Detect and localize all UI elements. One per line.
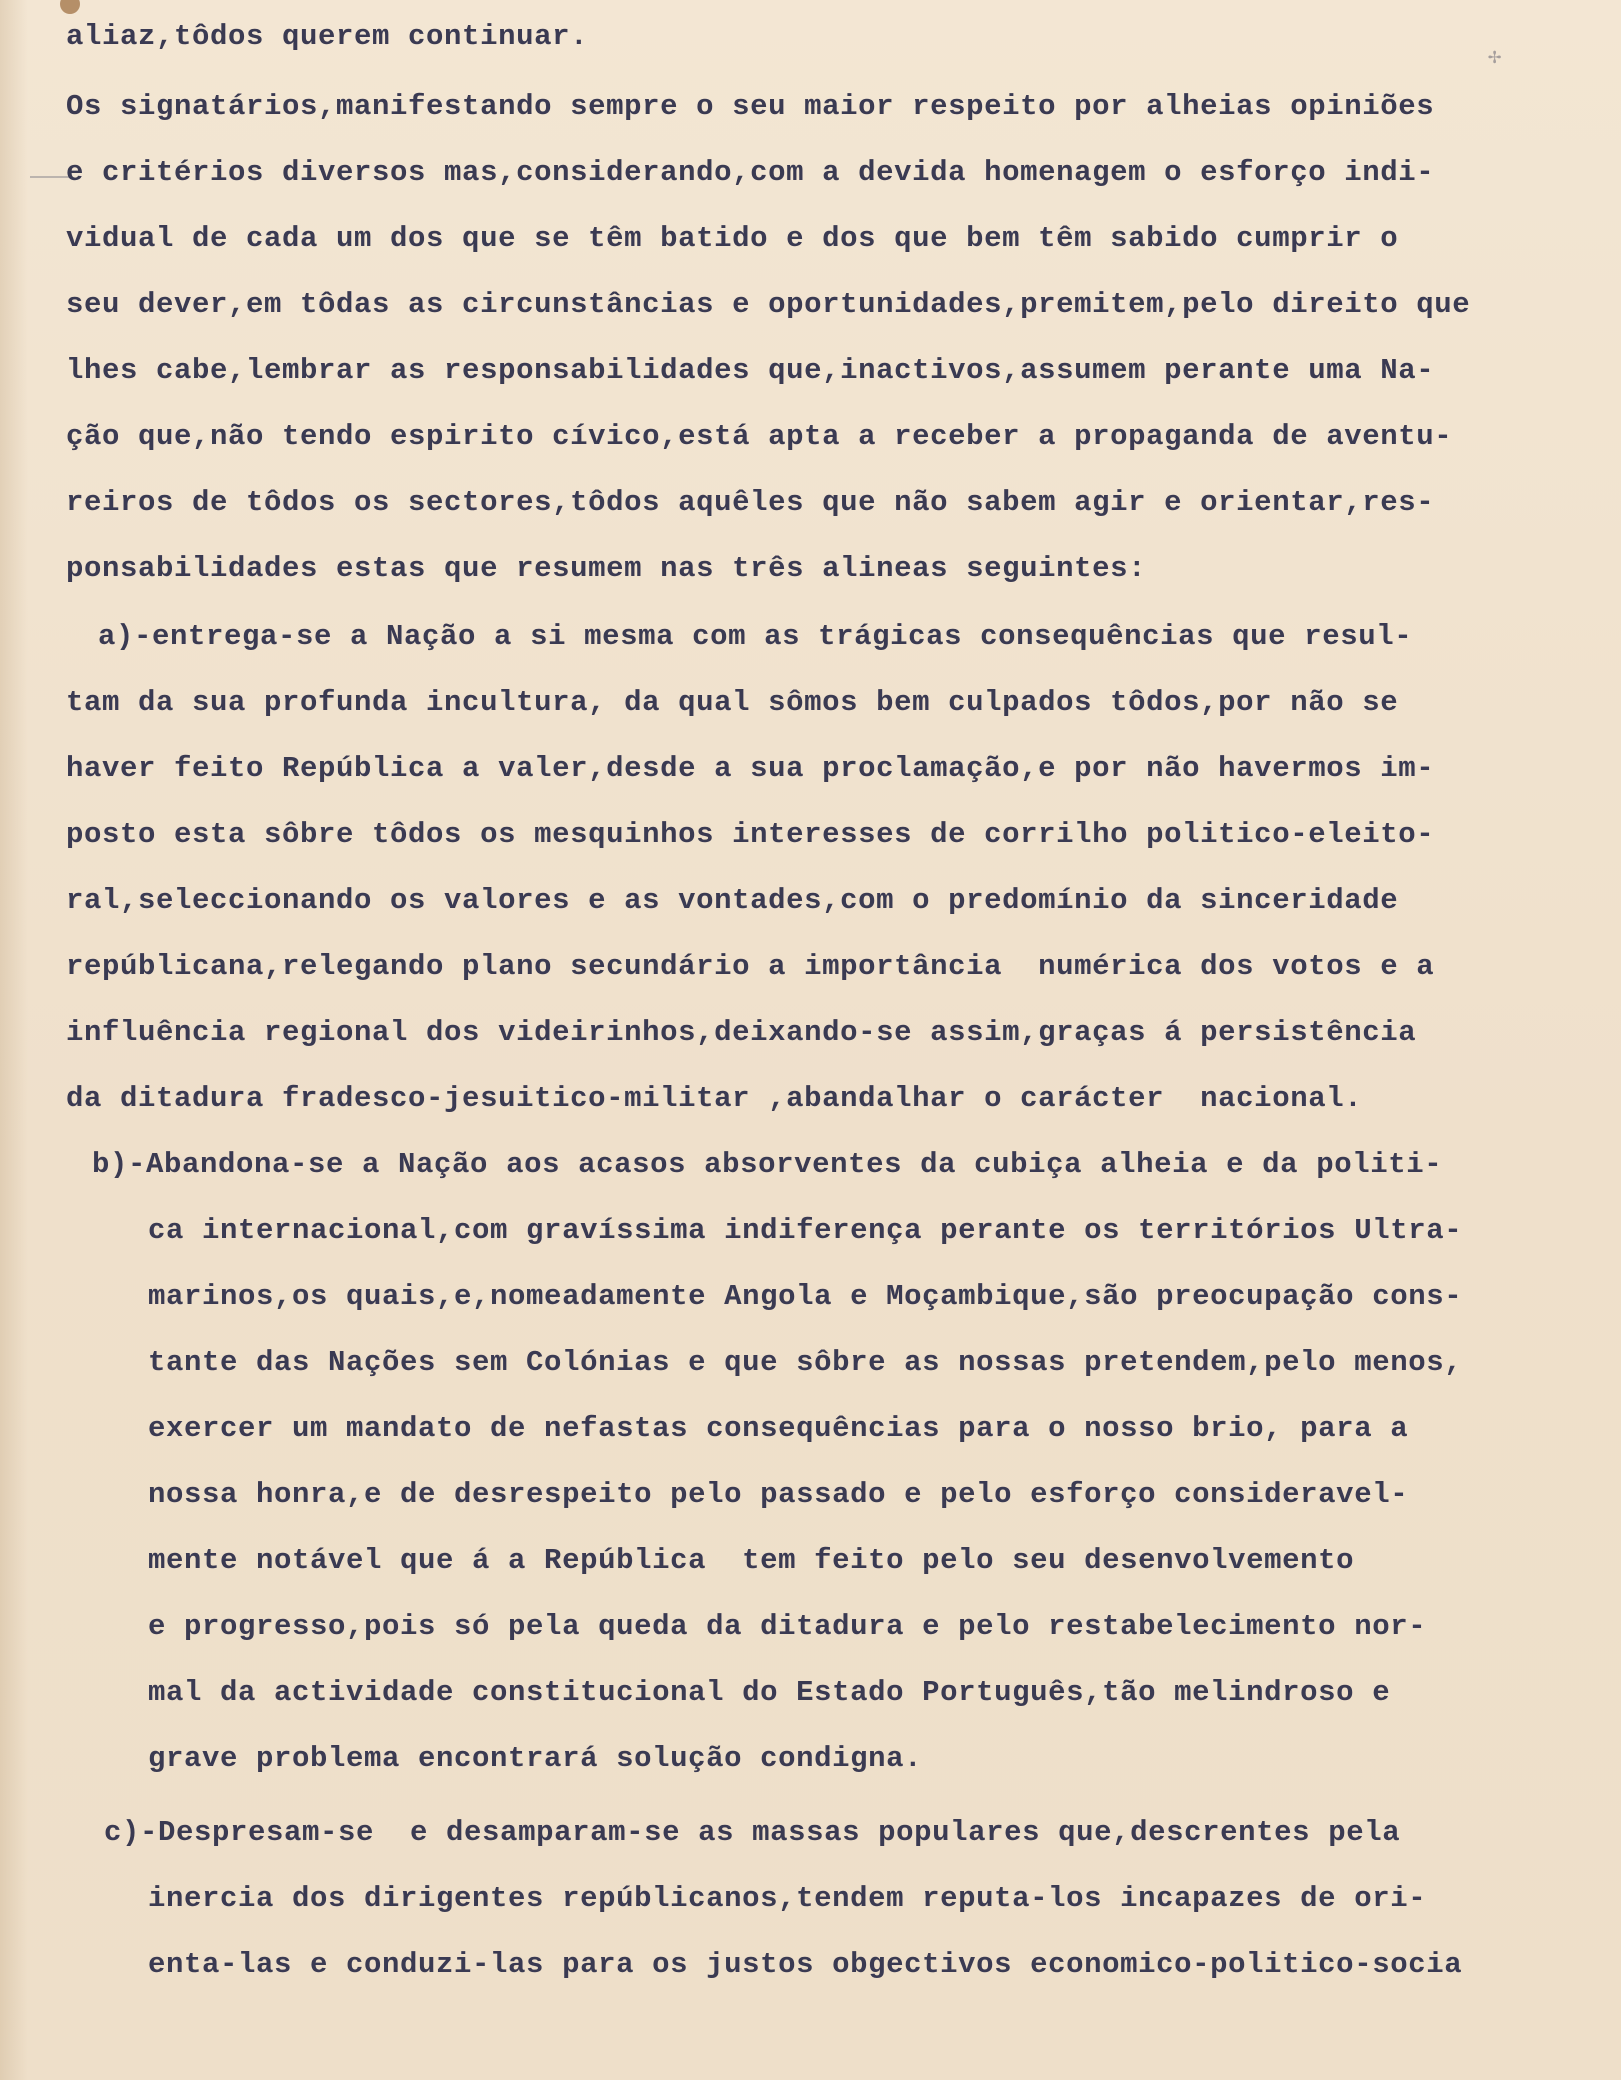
paper-edge-shadow (0, 0, 28, 2080)
text-line: vidual de cada um dos que se têm batido e dos que bem têm sabido cumprir o (66, 222, 1399, 255)
text-line: ponsabilidades estas que resumem nas três alineas seguintes: (66, 552, 1147, 585)
text-line: posto esta sôbre tôdos os mesquinhos interesses de corrilho politico-eleito- (66, 818, 1435, 851)
text-line: tam da sua profunda incultura, da qual sômos bem culpados tôdos,por não se (66, 686, 1399, 719)
text-line: marinos,os quais,e,nomeadamente Angola e Moçambique,são preocupação cons- (148, 1280, 1463, 1313)
text-line: exercer um mandato de nefastas consequências para o nosso brio, para a (148, 1412, 1409, 1445)
text-line: e progresso,pois só pela queda da ditadura e pelo restabelecimento nor- (148, 1610, 1427, 1643)
text-line: tante das Nações sem Colónias e que sôbre as nossas pretendem,pelo menos, (148, 1346, 1463, 1379)
text-line: seu dever,em tôdas as circunstâncias e oportunidades,premitem,pelo direito que (66, 288, 1471, 321)
text-line: influência regional dos videirinhos,deixando-se assim,graças á persistência (66, 1016, 1417, 1049)
text-line: da ditadura fradesco-jesuitico-militar ,abandalhar o carácter nacional. (66, 1082, 1363, 1115)
text-line: enta-las e conduzi-las para os justos obgectivos economico-politico-socia (148, 1948, 1463, 1981)
text-line: grave problema encontrará solução condigna. (148, 1742, 923, 1775)
text-line: c)-Despresam-se e desamparam-se as massas populares que,descrentes pela (104, 1816, 1401, 1849)
text-line: lhes cabe,lembrar as responsabilidades que,inactivos,assumem perante uma Na- (66, 354, 1435, 387)
text-line: aliaz,tôdos querem continuar. (66, 20, 589, 53)
margin-pencil-mark (30, 176, 70, 178)
text-line: nossa honra,e de desrespeito pelo passado e pelo esforço consideravel- (148, 1478, 1409, 1511)
paper-stain (60, 0, 80, 14)
text-line: b)-Abandona-se a Nação aos acasos absorventes da cubiça alheia e da politi- (92, 1148, 1443, 1181)
text-line: ção que,não tendo espirito cívico,está apta a receber a propaganda de aventu- (66, 420, 1453, 453)
text-line: mal da actividade constitucional do Estado Português,tão melindroso e (148, 1676, 1391, 1709)
text-line: e critérios diversos mas,considerando,com a devida homenagem o esforço indi- (66, 156, 1435, 189)
text-line: inercia dos dirigentes repúblicanos,tendem reputa-los incapazes de ori- (148, 1882, 1427, 1915)
corner-mark-icon: ✢ (1488, 45, 1502, 70)
text-line: haver feito República a valer,desde a sua proclamação,e por não havermos im- (66, 752, 1435, 785)
text-line: Os signatários,manifestando sempre o seu maior respeito por alheias opiniões (66, 90, 1435, 123)
text-line: reiros de tôdos os sectores,tôdos aquêles que não sabem agir e orientar,res- (66, 486, 1435, 519)
text-line: a)-entrega-se a Nação a si mesma com as trágicas consequências que resul- (98, 620, 1413, 653)
text-line: mente notável que á a República tem feito pelo seu desenvolvemento (148, 1544, 1355, 1577)
text-line: ral,seleccionando os valores e as vontades,com o predomínio da sinceridade (66, 884, 1399, 917)
text-line: ca internacional,com gravíssima indiferença perante os territórios Ultra- (148, 1214, 1463, 1247)
text-line: repúblicana,relegando plano secundário a importância numérica dos votos e a (66, 950, 1435, 983)
